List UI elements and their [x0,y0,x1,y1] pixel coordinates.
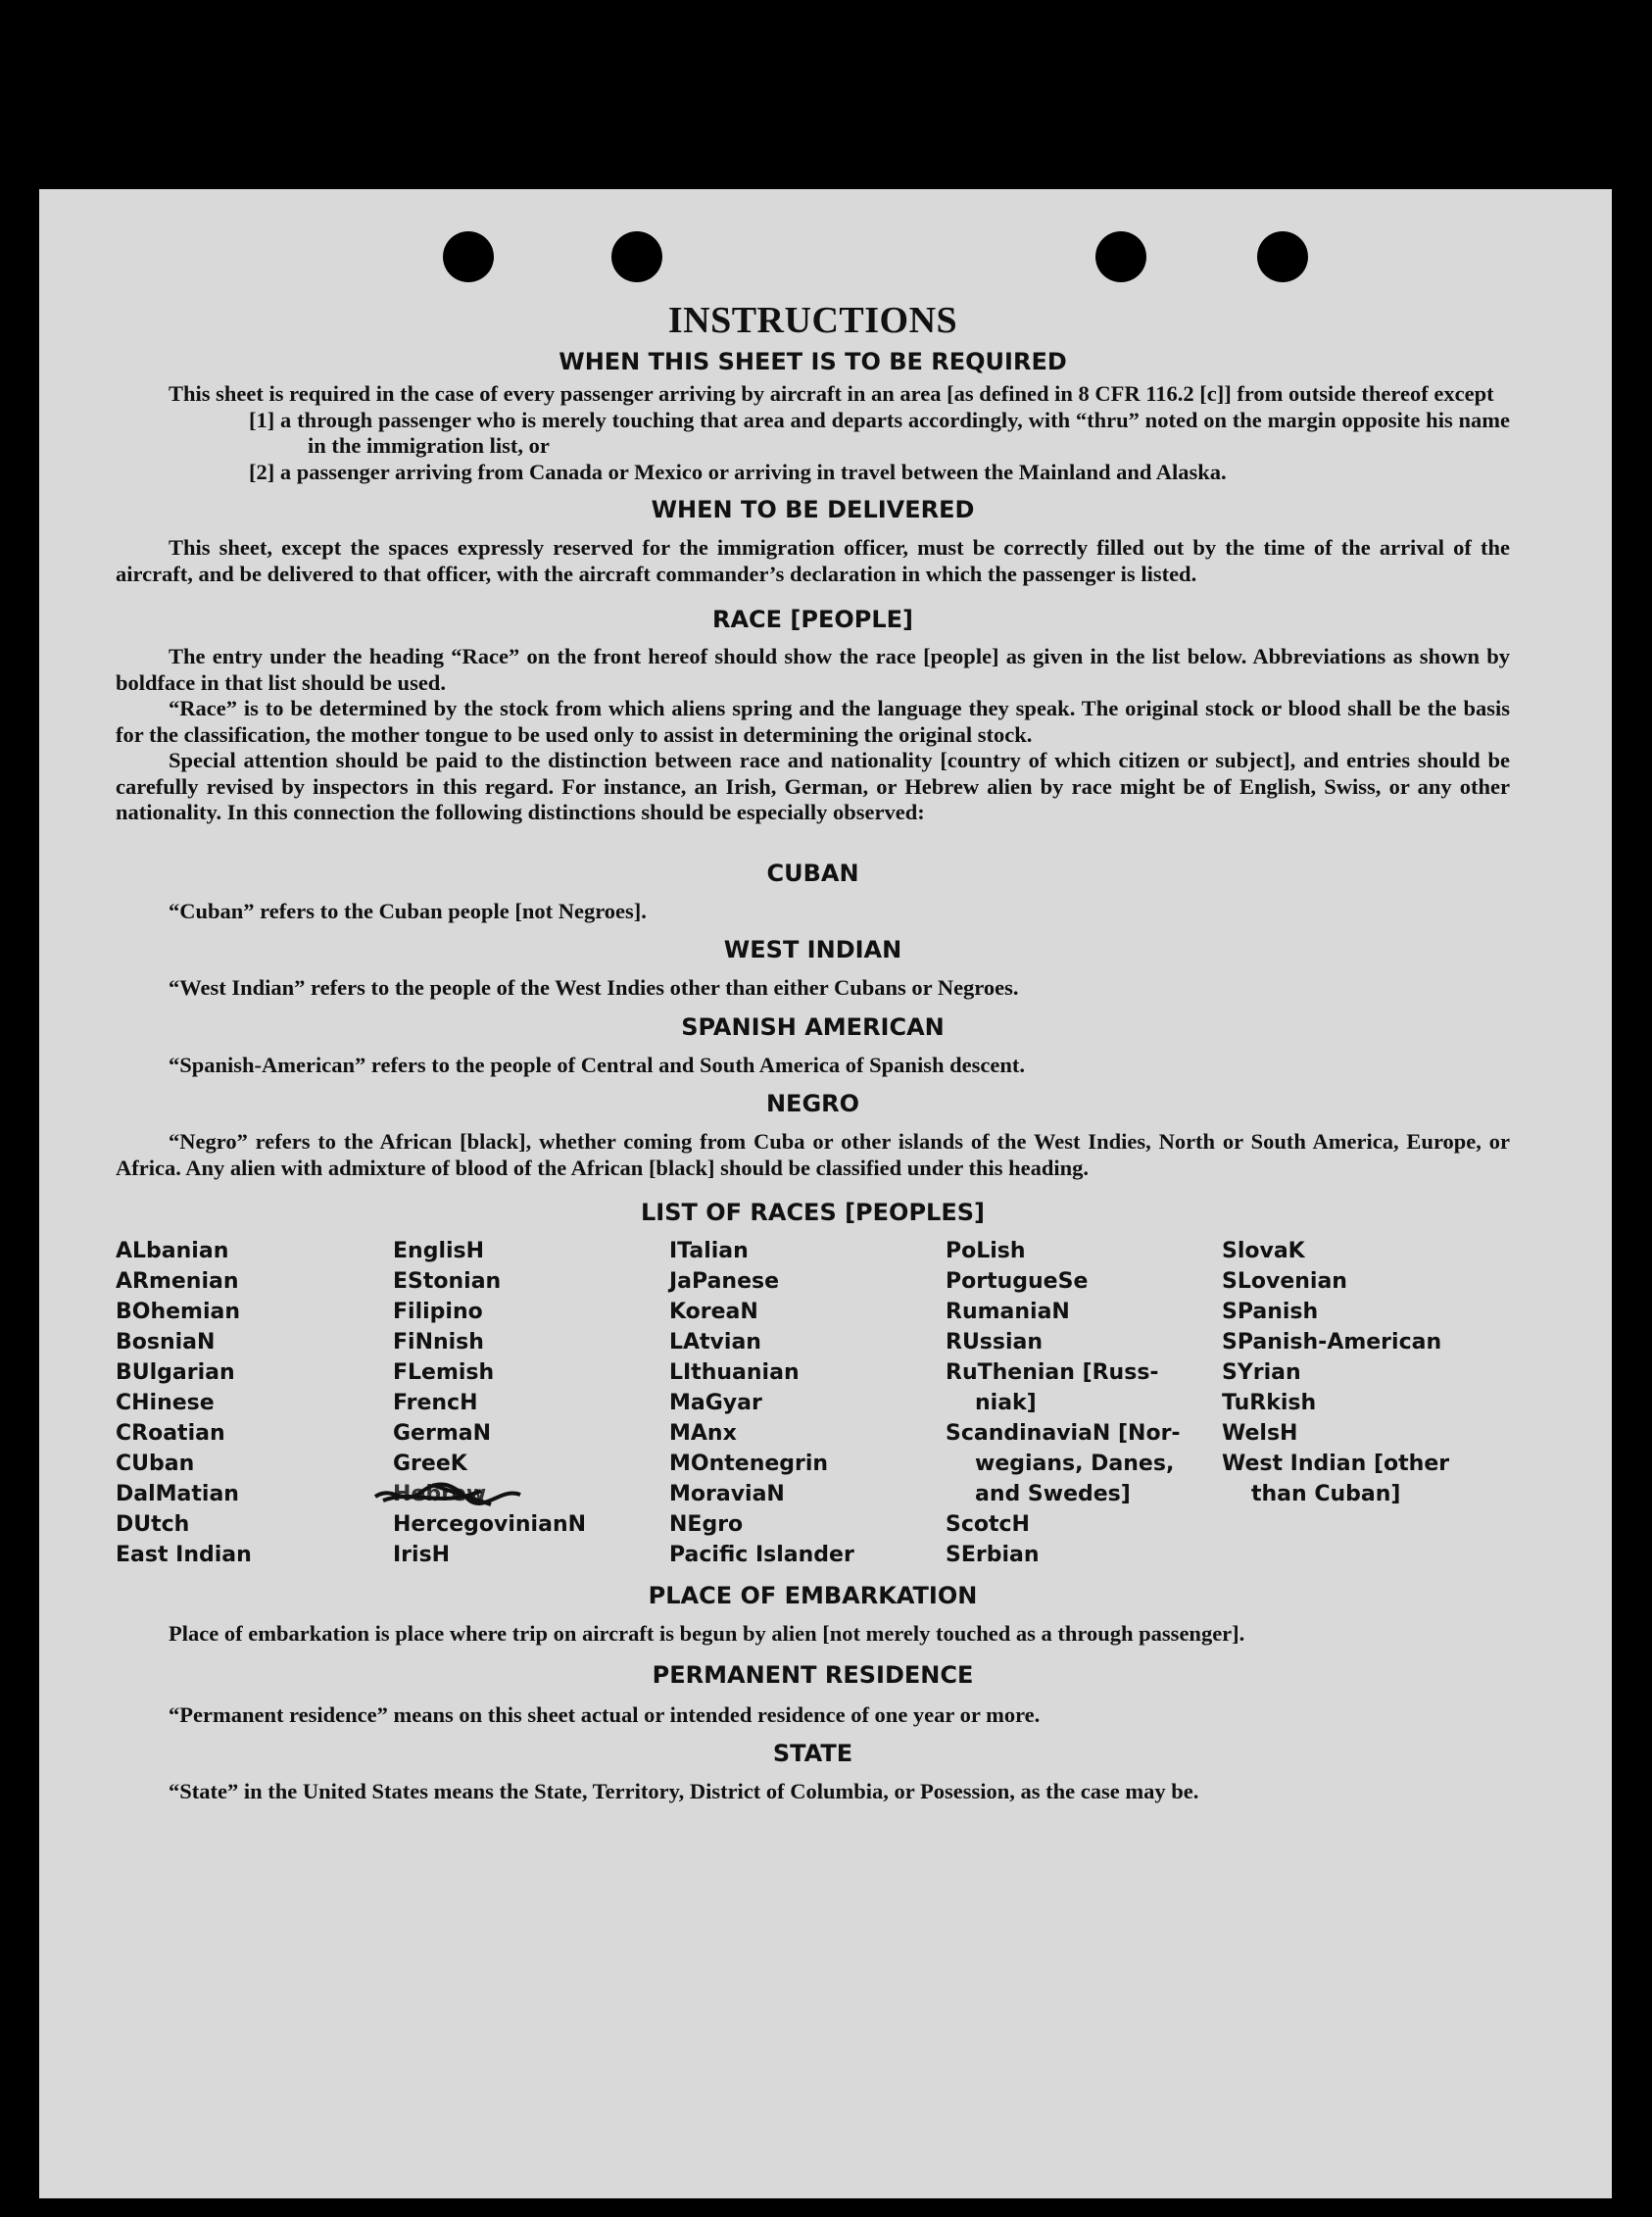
race-item: RUssian [946,1330,1044,1355]
race-item: SErbian [946,1543,1040,1567]
race-item: ARmenian [116,1269,239,1294]
race-item: ITalian [669,1239,749,1263]
race-item: BosniaN [116,1330,216,1355]
section-heading: PERMANENT RESIDENCE [652,1660,974,1689]
race-item: NEgro [669,1512,744,1537]
punch-hole [1257,231,1308,282]
paragraph: This sheet is required in the case of every passenger arriving by aircraft in an area [as defined in 8 CFR 116.2 [c]] from outside thereof except [169,381,1494,406]
race-item: SLovenian [1222,1269,1347,1294]
section-heading: CUBAN [766,859,859,887]
races-list [116,1236,1510,1570]
race-item: wegians, Danes, [975,1452,1175,1476]
section-heading: STATE [772,1740,853,1767]
paragraph: “Negro” refers to the African [black], whether coming from Cuba or other islands of the West Indies, North or South America, Europe, or Africa. Any alien with admixture of blood of the African [black] should be classified under this heading. [116,1129,1510,1180]
paragraph: “Permanent residence” means on this sheet actual or intended residence of one year or more. [169,1701,1041,1727]
race-item: KoreaN [669,1300,758,1324]
race-item: West Indian [other [1222,1452,1450,1476]
section-heading: NEGRO [765,1090,860,1117]
race-item: GermaN [393,1421,492,1446]
paragraph: The entry under the heading “Race” on the front hereof should show the race [people] as given in the list below. Abbreviations as shown by boldface in that list should be used. [116,644,1510,695]
punch-hole [443,231,494,282]
paragraph: “State” in the United States means the State, Territory, District of Columbia, or Posession, as the case may be. [169,1779,1199,1803]
race-item: CRoatian [116,1421,225,1446]
race-item: than Cuban] [1251,1482,1401,1506]
race-item: PoLish [946,1239,1026,1263]
race-item: RuThenian [Russ- [946,1360,1159,1385]
section-heading: PLACE OF EMBARKATION [648,1582,978,1609]
paragraph: This sheet, except the spaces expressly reserved for the immigration officer, must be correctly filled out by the time of the arrival of the aircraft, and be delivered to that officer, with the aircraft commander’s declaration in which the passenger is listed. [116,535,1510,586]
race-item-struck [393,1479,540,1509]
race-item: Pacific Islander [669,1543,854,1567]
race-item: BOhemian [116,1300,241,1324]
list-item: [1] a through passenger who is merely touching that area and departs accordingly, with “thru” noted on the margin opposite his name in the immigration list, or [249,407,1510,458]
section-heading: SPANISH AMERICAN [681,1012,945,1041]
race-item: Filipino [393,1300,483,1324]
race-item: East Indian [116,1543,252,1567]
race-item: TuRkish [1222,1391,1317,1415]
race-item: GreeK [393,1452,467,1476]
race-item: SlovaK [1222,1239,1305,1263]
section-heading: WHEN TO BE DELIVERED [651,496,975,523]
race-item: and Swedes] [975,1482,1131,1506]
race-item: SPanish-American [1222,1330,1442,1355]
race-item: LIthuanian [669,1360,800,1385]
paragraph: “West Indian” refers to the people of the West Indies other than either Cubans or Negroes. [169,975,1019,1000]
race-item: FiNnish [393,1330,484,1355]
race-item: SPanish [1222,1300,1319,1324]
paragraph: “Race” is to be determined by the stock from which aliens spring and the language they speak. The original stock or blood shall be the basis for the classification, the mother tongue to be used only to assist in determining the original stock. [116,696,1510,747]
race-item: niak] [975,1391,1037,1415]
section-heading: WHEN THIS SHEET IS TO BE REQUIRED [559,348,1067,375]
race-item: LAtvian [669,1330,761,1355]
section-heading: WEST INDIAN [723,936,902,963]
race-item: PortugueSe [946,1269,1089,1294]
race-item: HercegovinianN [393,1512,587,1537]
races-column [669,1236,946,1570]
paragraph: Special attention should be paid to the distinction between race and nationality [country of which citizen or subject], and entries should be carefully revised by inspectors in this regard. For instance, an Irish, German, or Hebrew alien by race might be of English, Swiss, or any other nationality. In this connection the following distinctions should be especially observed: [116,748,1510,824]
race-item: CUban [116,1452,195,1476]
list-item: [2] a passenger arriving from Canada or Mexico or arriving in travel between the Mainland and Alaska. [249,459,1227,484]
race-item: JaPanese [669,1269,780,1294]
race-item: IrisH [393,1543,451,1567]
races-column [1222,1236,1510,1570]
race-item: ScotcH [946,1512,1030,1537]
races-column [116,1236,393,1570]
race-item: RumaniaN [946,1300,1070,1324]
races-column [946,1236,1222,1570]
punch-hole [1095,231,1146,282]
section-heading: RACE [PEOPLE] [711,606,914,633]
race-item: FLemish [393,1360,495,1385]
race-item: EStonian [393,1269,502,1294]
paragraph: “Cuban” refers to the Cuban people [not Negroes]. [169,898,647,923]
races-column [393,1236,669,1570]
race-item: FrencH [393,1391,478,1415]
race-item: ALbanian [116,1239,229,1263]
race-item: WelsH [1222,1421,1298,1446]
scribble-mark [373,1479,530,1510]
race-item: MOntenegrin [669,1452,829,1476]
section-heading: LIST OF RACES [PEOPLES] [641,1199,985,1226]
instructions-content [116,299,1510,1805]
race-item: MaGyar [669,1391,762,1415]
race-item: DalMatian [116,1482,239,1506]
paragraph: Place of embarkation is place where trip on aircraft is begun by alien [not merely touched as a through passenger]. [169,1621,1245,1646]
race-item: BUlgarian [116,1360,235,1385]
race-item: ScandinaviaN [Nor- [946,1421,1181,1446]
page-title: INSTRUCTIONS [667,300,958,341]
paragraph: “Spanish-American” refers to the people of Central and South America of Spanish descent. [169,1052,1025,1077]
race-item: SYrian [1222,1360,1301,1385]
race-item: MAnx [669,1421,737,1446]
struck-text: Hebrew [393,1482,487,1506]
race-item: EnglisH [393,1239,485,1263]
race-item: MoraviaN [669,1482,785,1506]
race-item: DUtch [116,1512,190,1537]
race-item: CHinese [116,1391,215,1415]
punch-hole [611,231,662,282]
